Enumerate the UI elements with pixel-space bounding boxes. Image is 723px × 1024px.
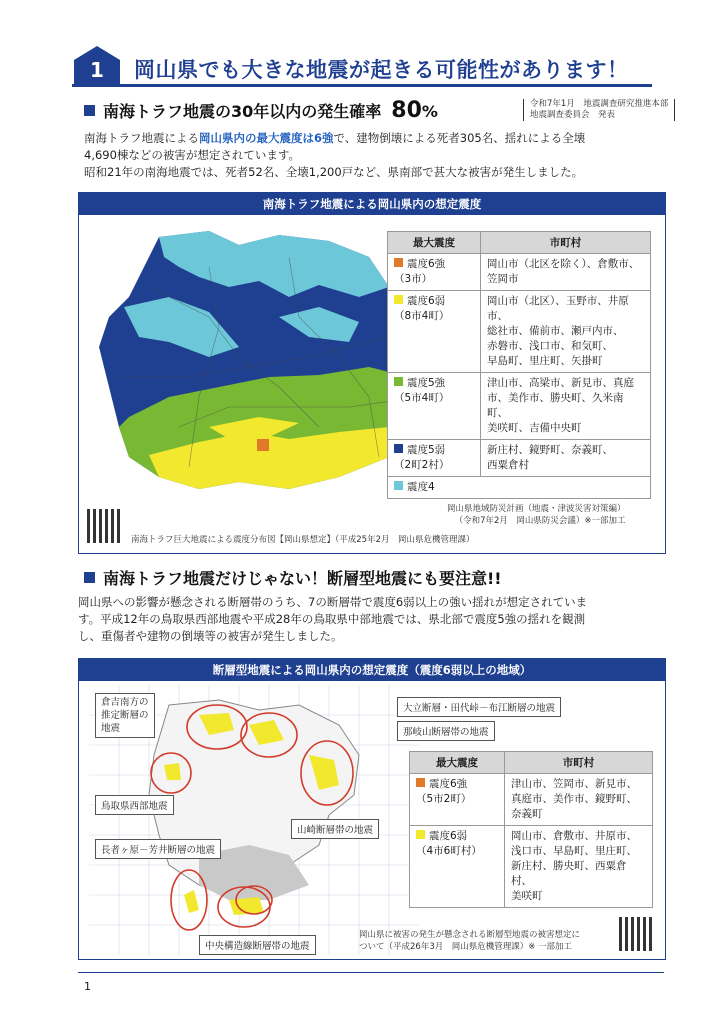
probability-source: 令和7年1月 地震調査研究推進本部 地震調査委員会 発表 xyxy=(523,99,675,121)
qr-code-icon[interactable] xyxy=(619,917,653,951)
callout-yamasaki: 山崎断層帯の地震 xyxy=(291,819,379,839)
color-swatch xyxy=(394,258,403,267)
section-title: 岡山県でも大きな地震が起きる可能性があります！ xyxy=(134,58,629,82)
table-row: 震度6弱 （4市6町村） 岡山市、倉敷市、井原市、 浅口市、早島町、里庄町、 新庄村、勝央町、西粟倉村、 美咲町 xyxy=(410,826,653,908)
nankai-heading: 南海トラフ地震の30年以内の発生確率 80% xyxy=(84,98,438,123)
max-intensity-highlight: 岡山県内の最大震度は6強 xyxy=(199,131,334,145)
callout-osakabe: 長者ヶ原－芳井断層の地震 xyxy=(95,839,221,859)
probability-value: 80 xyxy=(391,98,422,123)
qr-code-icon[interactable] xyxy=(87,509,121,543)
nankai-intensity-table xyxy=(387,231,651,499)
fault-paragraph: 岡山県への影響が懸念される断層帯のうち、7の断層帯で震度6弱以上の強い揺れが想定されていま す。平成12年の鳥取県西部地震や平成28年の鳥取県中部地震では、県北部で震度5強の揺れを観測 し、重傷者や建物の倒壊等の被害が発生しました。 xyxy=(78,595,588,643)
table-row: 震度5強 （5市4町） 津山市、高梁市、新見市、真庭 市、美作市、勝央町、久米南町、 美咲町、吉備中央町 xyxy=(388,373,651,440)
table-row: 震度6強 （5市2町） 津山市、笠岡市、新見市、 真庭市、美作市、鏡野町、 奈義町 xyxy=(410,774,653,826)
color-swatch xyxy=(394,295,403,304)
table-row: 震度6弱 （8市4町） 岡山市（北区）、玉野市、井原市、 総社市、備前市、瀬戸内市、 赤磐市、浅口市、和気町、 早島町、里庄町、矢掛町 xyxy=(388,291,651,373)
panel-title: 南海トラフ地震による岡山県内の想定震度 xyxy=(79,193,665,215)
color-swatch xyxy=(416,778,425,787)
fault-intensity-panel xyxy=(78,658,666,960)
color-swatch xyxy=(416,830,425,839)
footer-rule xyxy=(78,972,664,973)
color-swatch xyxy=(394,481,403,490)
callout-tottori-west: 鳥取県西部地震 xyxy=(95,795,174,815)
square-bullet-icon xyxy=(84,572,95,583)
callout-chuo: 中央構造線断層帯の地震 xyxy=(199,935,316,955)
section-rule xyxy=(72,84,652,87)
square-bullet-icon xyxy=(84,105,95,116)
fault-heading: 南海トラフ地震だけじゃない！断層型地震にも要注意!! xyxy=(84,566,502,589)
panel2-source: 岡山県に被害の発生が懸念される断層型地震の被害想定に ついて（平成26年3月 岡山県危機管理課）※ 一部加工 xyxy=(359,930,581,952)
callout-ootachi: 大立断層・田代峠－布江断層の地震 xyxy=(397,697,561,717)
page-number: 1 xyxy=(84,980,91,993)
color-swatch xyxy=(394,377,403,386)
callout-kurayoshi: 倉吉南方の 推定断層の 地震 xyxy=(95,693,155,738)
nankai-intensity-panel xyxy=(78,192,666,554)
color-swatch xyxy=(394,444,403,453)
col-header-cities: 市町村 xyxy=(481,232,651,254)
map-caption: 南海トラフ巨大地震による震度分布図【岡山県想定】（平成25年2月 岡山県危機管理課） xyxy=(131,535,475,545)
panel-title: 断層型地震による岡山県内の想定震度（震度6弱以上の地域） xyxy=(79,659,665,681)
col-header-cities: 市町村 xyxy=(505,752,653,774)
panel1-source: 岡山県地域防災計画（地震・津波災害対策編） （令和7年2月 岡山県防災会議）※一部加工 xyxy=(447,504,626,526)
col-header-intensity: 最大震度 xyxy=(410,752,505,774)
nankai-paragraph: 南海トラフ地震による岡山県内の最大震度は6強で、建物倒壊による死者305名、揺れによる全壊 4,690棟などの被害が想定されています。 昭和21年の南海地震では、死者52名、全壊1,200戸など、県南部で甚大な被害が発生しました。 xyxy=(84,131,586,179)
col-header-intensity: 最大震度 xyxy=(388,232,481,254)
table-row: 震度4 xyxy=(388,477,651,499)
table-row: 震度5弱 （2町2村） 新庄村、鏡野町、奈義町、 西粟倉村 xyxy=(388,440,651,477)
fault-intensity-table xyxy=(409,751,653,908)
callout-nagisan: 那岐山断層帯の地震 xyxy=(397,721,495,741)
section-number: 1 xyxy=(90,58,104,82)
table-row: 震度6強 （3市） 岡山市（北区を除く）、倉敷市、 笠岡市 xyxy=(388,254,651,291)
